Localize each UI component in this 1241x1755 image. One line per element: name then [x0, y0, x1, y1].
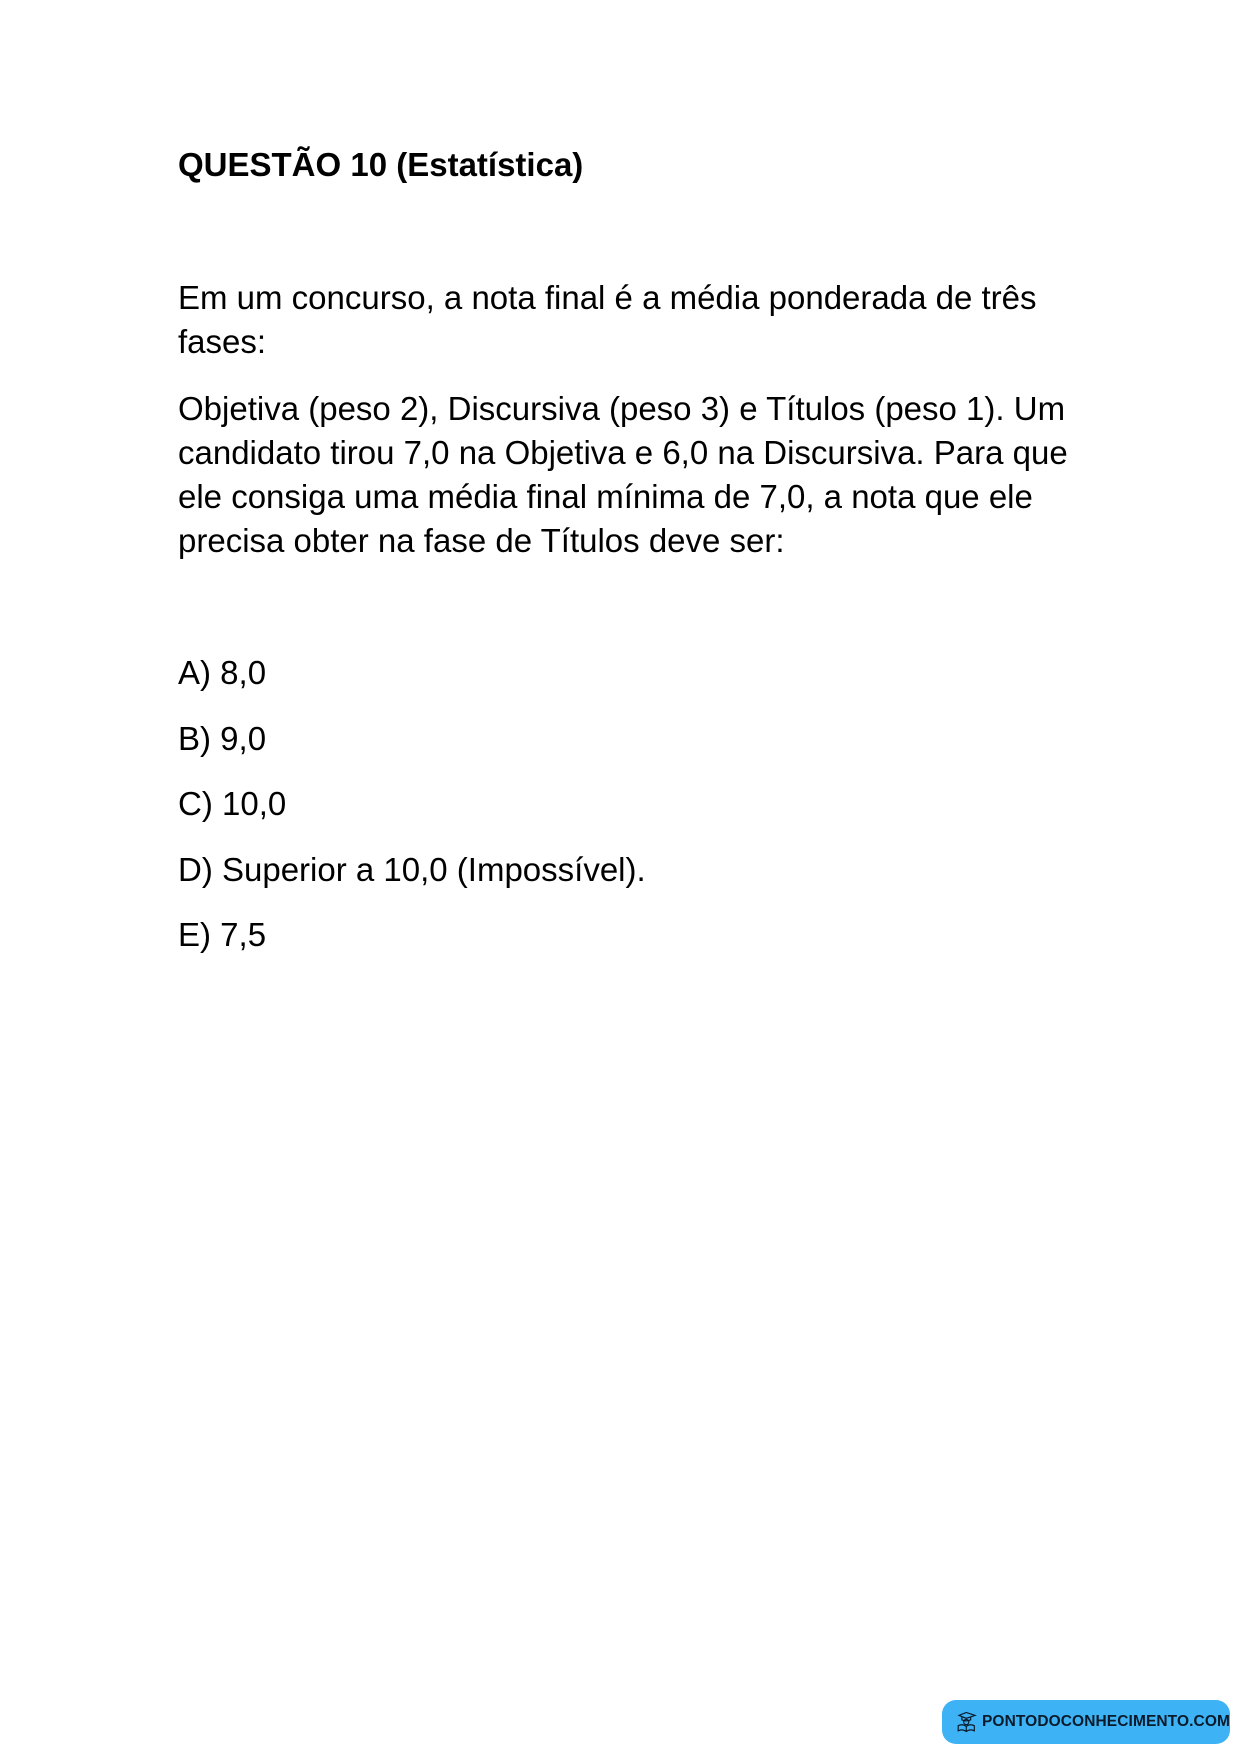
question-title: QUESTÃO 10 (Estatística)	[178, 146, 584, 183]
question-body: Objetiva (peso 2), Discursiva (peso 3) e Títulos (peso 1). Um candidato tirou 7,0 na Objetiva e 6,0 na Discursiva. Para que ele consiga uma média final mínima de 7,0, a nota que ele precisa obter na fase de Títulos deve ser:	[178, 390, 1068, 559]
option-e: E) 7,5	[178, 916, 267, 953]
badge-text: PONTODOCONHECIMENTO.COM	[981, 1713, 1230, 1730]
option-b: B) 9,0	[178, 720, 267, 757]
option-c: C) 10,0	[178, 785, 287, 822]
option-a: A) 8,0	[178, 654, 267, 691]
question-intro: Em um concurso, a nota final é a média ponderada de três fases:	[178, 279, 1037, 360]
site-badge[interactable]	[942, 1700, 1230, 1744]
graduate-reading-icon	[956, 1707, 978, 1737]
option-d: D) Superior a 10,0 (Impossível).	[178, 851, 646, 888]
